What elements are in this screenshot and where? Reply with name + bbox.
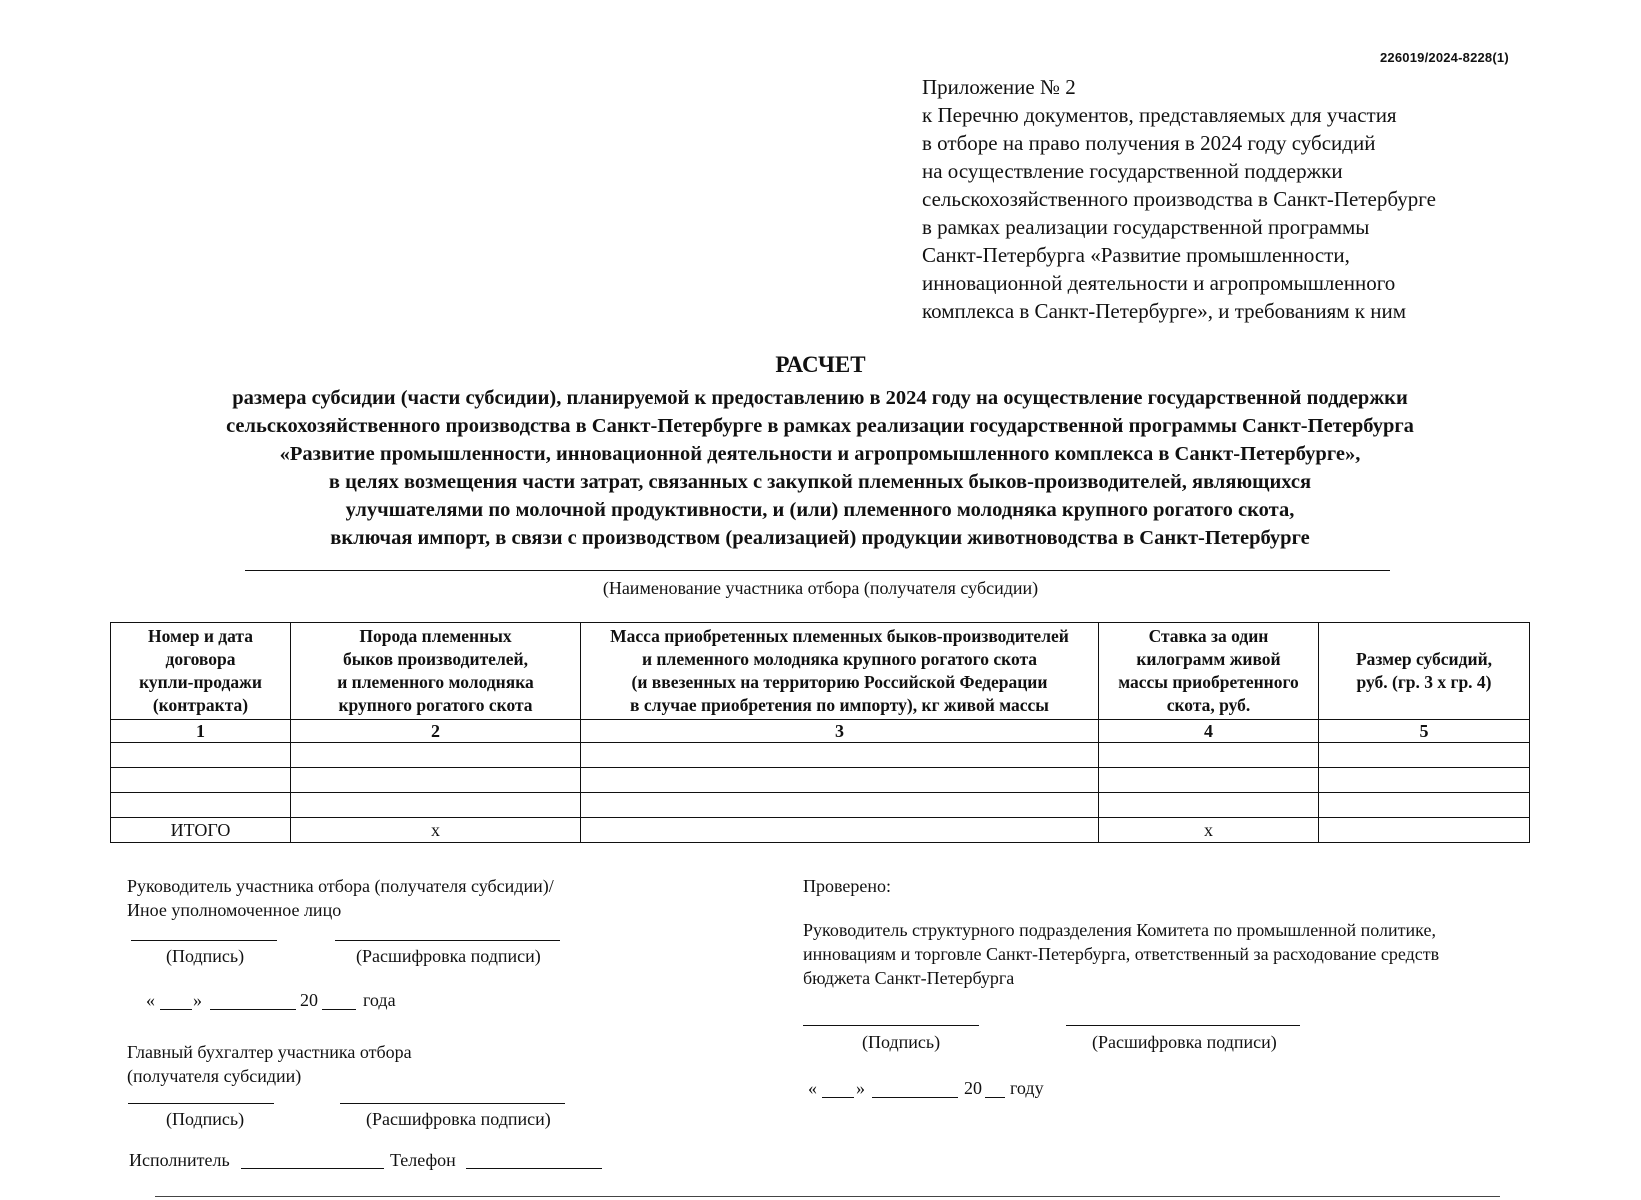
date-month-line[interactable] xyxy=(872,1097,958,1098)
date-open-quote: « xyxy=(146,990,155,1010)
column-number: 4 xyxy=(1099,720,1319,743)
signature-caption: (Подпись) xyxy=(166,946,245,966)
table-cell[interactable] xyxy=(1099,743,1319,768)
total-cell: х xyxy=(1099,818,1319,843)
table-cell[interactable] xyxy=(111,743,291,768)
appendix-line: к Перечню документов, представляемых для участия xyxy=(922,103,1397,127)
table-cell[interactable] xyxy=(111,793,291,818)
date-open-quote: « xyxy=(808,1078,817,1098)
table-cell[interactable] xyxy=(1099,793,1319,818)
appendix-line: в рамках реализации государственной программы xyxy=(922,215,1370,239)
table-cell[interactable] xyxy=(291,793,581,818)
column-number: 2 xyxy=(291,720,581,743)
column-number: 3 xyxy=(581,720,1099,743)
signature-caption: (Подпись) xyxy=(166,1109,245,1129)
header-cell-subsidy: Размер субсидий, руб. (гр. 3 х гр. 4) xyxy=(1319,623,1530,720)
checked-label: Проверено: xyxy=(803,876,892,896)
table-row xyxy=(111,793,1530,818)
date-year-line[interactable] xyxy=(985,1097,1005,1098)
date-suffix: году xyxy=(1010,1078,1044,1098)
table-cell[interactable] xyxy=(291,743,581,768)
appendix-header xyxy=(922,73,1436,325)
table-cell[interactable] xyxy=(581,793,1099,818)
head-of-participant-label: Руководитель участника отбора (получателя субсидии)/ xyxy=(127,876,554,896)
table-cell[interactable] xyxy=(111,768,291,793)
participant-name-caption: (Наименование участника отбора (получателя субсидии) xyxy=(602,578,1039,598)
table-cell[interactable] xyxy=(581,768,1099,793)
date-year-line[interactable] xyxy=(322,1009,356,1010)
table-cell[interactable] xyxy=(1319,793,1530,818)
column-number: 5 xyxy=(1319,720,1530,743)
signature-line[interactable] xyxy=(128,1103,274,1104)
document-title: РАСЧЕТ xyxy=(775,352,866,377)
table-column-numbers-row xyxy=(111,720,1530,743)
table-cell[interactable] xyxy=(291,768,581,793)
table-header-row xyxy=(111,623,1530,720)
appendix-line: Санкт-Петербурга «Развитие промышленности, xyxy=(922,243,1350,267)
header-cell-mass: Масса приобретенных племенных быков-производителей и племенного молодняка крупного рогатого скота (и ввезенных на территорию Российской Федерации в случае приобретения по импорту), кг живой массы xyxy=(581,623,1099,720)
chief-accountant-label: Главный бухгалтер участника отбора xyxy=(127,1042,412,1062)
appendix-line: инновационной деятельности и агропромышленного xyxy=(922,271,1396,295)
table-cell[interactable] xyxy=(1099,768,1319,793)
total-cell[interactable] xyxy=(581,818,1099,843)
appendix-line: на осуществление государственной поддержки xyxy=(922,159,1343,183)
subtitle-line: размера субсидии (части субсидии), планируемой к предоставлению в 2024 году на осуществление государственной поддержки xyxy=(232,387,1408,409)
header-cell-breed: Порода племенных быков производителей, и племенного молодняка крупного рогатого скота xyxy=(291,623,581,720)
signature-caption: (Подпись) xyxy=(862,1032,941,1052)
appendix-line: комплекса в Санкт-Петербурге», и требованиям к ним xyxy=(922,299,1407,323)
table-row xyxy=(111,768,1530,793)
chief-accountant-sublabel: (получателя субсидии) xyxy=(127,1066,302,1086)
table-row xyxy=(111,743,1530,768)
committee-head-line: Руководитель структурного подразделения Комитета по промышленной политике, xyxy=(803,920,1436,940)
decode-caption: (Расшифровка подписи) xyxy=(1092,1032,1277,1052)
authorized-person-label: Иное уполномоченное лицо xyxy=(127,900,342,920)
calculation-table xyxy=(110,622,1530,843)
total-cell[interactable] xyxy=(1319,818,1530,843)
appendix-line: сельскохозяйственного производства в Санкт-Петербурге xyxy=(922,187,1436,211)
decode-line[interactable] xyxy=(340,1103,565,1104)
date-close-quote: » xyxy=(856,1078,865,1098)
header-cell-contract: Номер и дата договора купли-продажи (контракта) xyxy=(111,623,291,720)
total-label: ИТОГО xyxy=(111,818,291,843)
appendix-line: Приложение № 2 xyxy=(922,75,1076,99)
subtitle-line: в целях возмещения части затрат, связанных с закупкой племенных быков-производителей, являющихся xyxy=(328,471,1312,493)
phone-label: Телефон xyxy=(390,1150,456,1170)
document-number: 226019/2024-8228(1) xyxy=(1380,50,1509,65)
table-total-row xyxy=(111,818,1530,843)
date-year-prefix: 20 xyxy=(300,990,318,1010)
date-day-line[interactable] xyxy=(160,1009,192,1010)
table-cell[interactable] xyxy=(581,743,1099,768)
table-cell[interactable] xyxy=(1319,768,1530,793)
document-subtitle xyxy=(80,384,1560,552)
column-number: 1 xyxy=(111,720,291,743)
date-year-prefix: 20 xyxy=(964,1078,982,1098)
decode-caption: (Расшифровка подписи) xyxy=(366,1109,551,1129)
date-day-line[interactable] xyxy=(822,1097,854,1098)
subtitle-line: сельскохозяйственного производства в Санкт-Петербурге в рамках реализации государственной программы Санкт-Петербурга xyxy=(226,415,1414,437)
decode-line[interactable] xyxy=(335,940,560,941)
date-close-quote: » xyxy=(193,990,202,1010)
committee-head-line: инновациям и торговле Санкт-Петербурга, ответственный за расходование средств xyxy=(803,944,1440,964)
committee-head-line: бюджета Санкт-Петербурга xyxy=(803,968,1015,988)
appendix-line: в отборе на право получения в 2024 году субсидий xyxy=(922,131,1376,155)
subtitle-line: включая импорт, в связи с производством (реализацией) продукции животноводства в Санкт-Петербурге xyxy=(330,527,1310,549)
table-cell[interactable] xyxy=(1319,743,1530,768)
header-cell-rate: Ставка за один килограмм живой массы приобретенного скота, руб. xyxy=(1099,623,1319,720)
date-month-line[interactable] xyxy=(210,1009,296,1010)
signature-line[interactable] xyxy=(803,1025,979,1026)
phone-line[interactable] xyxy=(466,1168,602,1169)
decode-line[interactable] xyxy=(1066,1025,1300,1026)
signature-line[interactable] xyxy=(131,940,277,941)
participant-name-line[interactable] xyxy=(245,570,1390,571)
page-bottom-rule xyxy=(155,1196,1500,1197)
subtitle-line: «Развитие промышленности, инновационной деятельности и агропромышленного комплекса в Санкт-Петербурге», xyxy=(279,443,1361,465)
date-suffix: года xyxy=(363,990,396,1010)
total-cell: х xyxy=(291,818,581,843)
decode-caption: (Расшифровка подписи) xyxy=(356,946,541,966)
executor-label: Исполнитель xyxy=(129,1150,230,1170)
executor-line[interactable] xyxy=(241,1168,384,1169)
subtitle-line: улучшателями по молочной продуктивности, и (или) племенного молодняка крупного рогатого скота, xyxy=(345,499,1295,521)
